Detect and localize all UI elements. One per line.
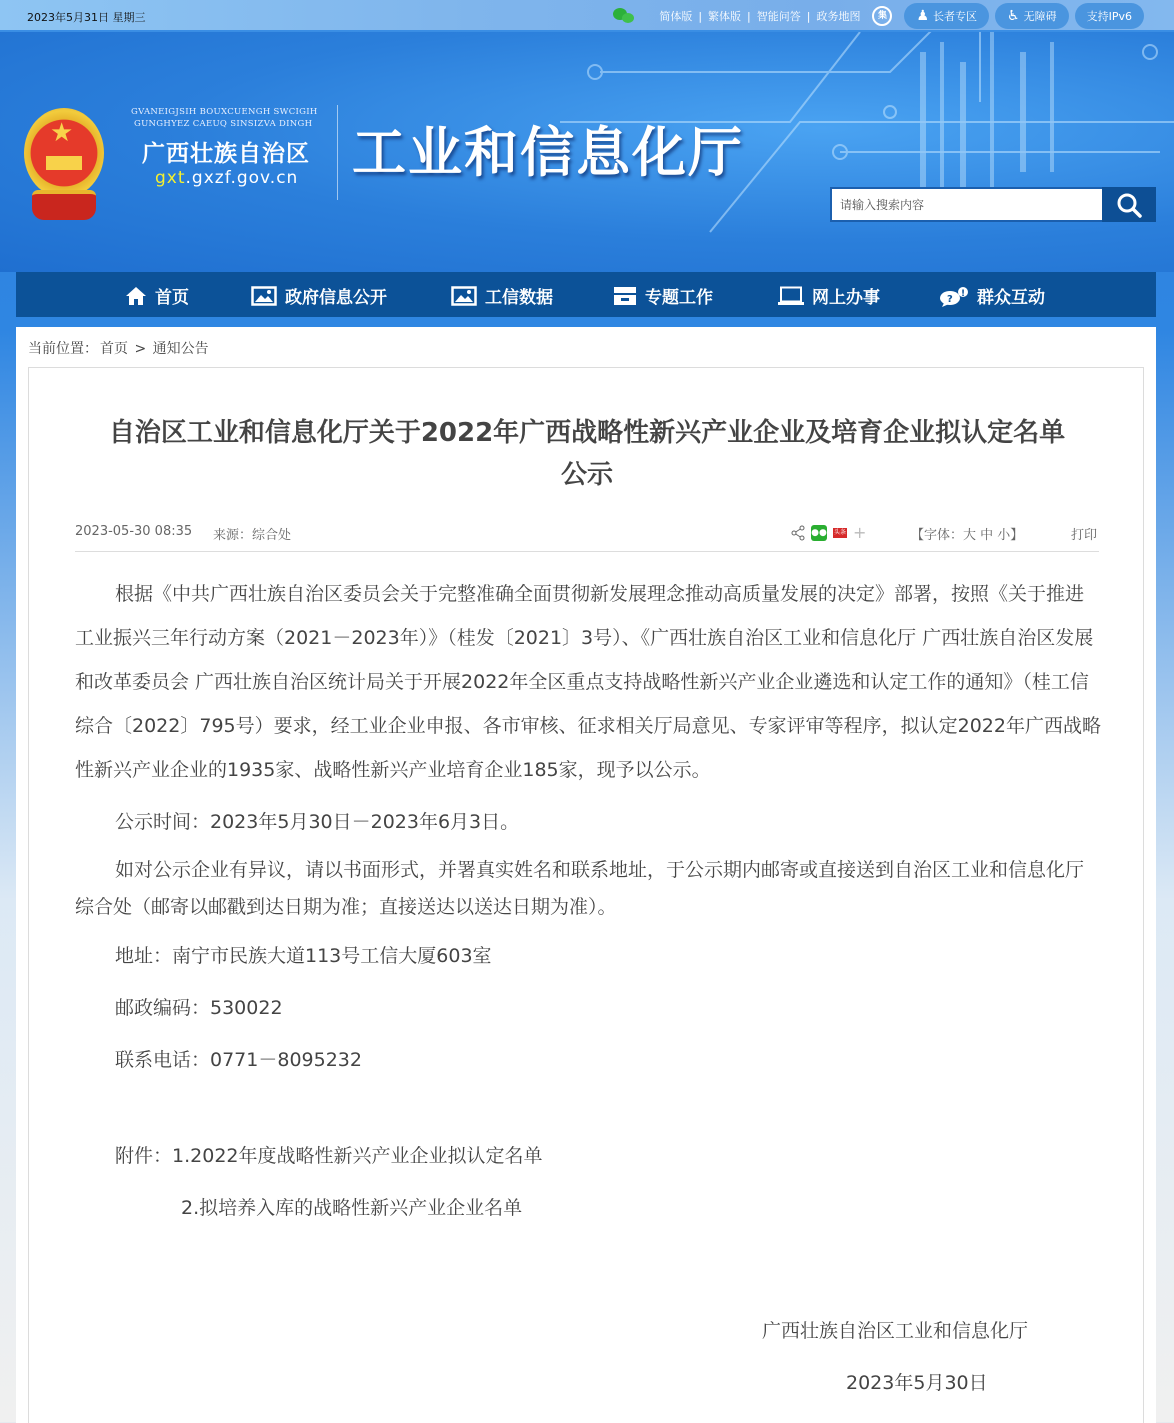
nav-item-it-data[interactable] [451, 283, 553, 308]
paragraph-postcode: 邮政编码：530022 [115, 997, 283, 1019]
signature-org: 广西壮族自治区工业和信息化厅 [762, 1320, 1029, 1342]
elderly-zone-label: 长者专区 [933, 10, 978, 23]
image-icon [451, 286, 477, 306]
search-bar [830, 187, 1156, 222]
wechat-share-icon[interactable]: ●● [811, 525, 827, 541]
more-share-icon[interactable]: + [853, 523, 867, 542]
drawer-icon [613, 286, 637, 306]
article-panel [28, 367, 1144, 1423]
link-simplified[interactable]: 简体版 [659, 10, 693, 23]
print-button[interactable]: 打印 [1071, 528, 1098, 543]
domain-rest: .gxzf.gov.cn [185, 168, 299, 188]
share-bar [791, 523, 866, 542]
svg-text:?: ? [947, 293, 953, 305]
national-emblem-icon: ★ [24, 108, 104, 226]
nav-label: 群众互动 [977, 288, 1045, 308]
department-title: 工业和信息化厅 [352, 120, 744, 184]
nav-label: 首页 [155, 288, 189, 308]
article-title [59, 412, 1115, 496]
ipv6-label: 支持IPv6 [1086, 10, 1132, 23]
breadcrumb-home-link[interactable]: 首页 [100, 341, 128, 357]
home-icon [125, 286, 147, 306]
attachment-link-1[interactable]: 1.2022年度战略性新兴产业企业拟认定名单 [172, 1145, 543, 1167]
article-meta [75, 524, 1099, 552]
search-button[interactable] [1102, 187, 1156, 222]
attachment-link-2[interactable]: 2.拟培养入库的战略性新兴产业企业名单 [181, 1197, 523, 1219]
nav-item-interaction[interactable] [939, 283, 1045, 308]
nav-item-online-service[interactable] [778, 283, 880, 308]
title-line-1: 自治区工业和信息化厅关于2022年广西战略性新兴产业企业及培育企业拟认定名单 [108, 418, 1066, 448]
share-icon[interactable] [791, 525, 805, 541]
region-name: 广西壮族自治区 [142, 141, 310, 167]
top-links [613, 3, 1144, 29]
chat-icon [939, 285, 969, 307]
ipv6-badge[interactable] [1075, 3, 1144, 29]
nav-label: 工信数据 [485, 288, 553, 308]
font-size-controls[interactable]: 【字体：大 中 小】 [911, 528, 1024, 543]
laptop-icon [778, 286, 804, 306]
main-nav [16, 272, 1156, 317]
nav-label: 专题工作 [645, 288, 713, 308]
paragraph-main: 根据《中共广西壮族自治区委员会关于完整准确全面贯彻新发展理念推动高质量发展的决定》部署，按照《关于推进工业振兴三年行动方案（2021－2023年）》（桂发〔2021〕3号）、《广西壮族自治区工业和信息化厅 广西壮族自治区发展和改革委员会 广西壮族自治区统计局关于开展2022年全区重点支持战略性新兴产业企业遴选和认定工作的通知》（桂工信综合〔2022〕795号）要求，经工业企业申报、各市审核、征求相关厅局意见、专家评审等程序，拟认定2022年广西战略性新兴产业企业的1935家、战略性新兴产业培育企业185家，现予以公示。 [75, 583, 1101, 781]
paragraph-period: 公示时间：2023年5月30日－2023年6月3日。 [115, 811, 520, 833]
domain-highlight: gxt [155, 168, 186, 188]
link-gov-map[interactable]: 政务地图 [816, 10, 861, 23]
elderly-zone-button[interactable] [904, 3, 989, 29]
link-traditional[interactable]: 繁体版 [708, 10, 742, 23]
search-input[interactable] [830, 187, 1102, 222]
romanized-line-1: GVANEIGJSIH BOUXCUENGH SWCIGIH [131, 107, 318, 117]
attachment-1 [75, 1134, 1101, 1178]
image-icon [251, 286, 277, 306]
breadcrumb [28, 338, 211, 358]
separator: | [747, 9, 751, 23]
search-icon [1116, 192, 1142, 218]
separator: | [698, 9, 703, 23]
content-area [16, 327, 1156, 1423]
nav-label: 政府信息公开 [285, 288, 387, 308]
attachment-2 [75, 1186, 1101, 1230]
attachment-label: 附件： [115, 1145, 173, 1167]
article-body [75, 572, 1101, 1230]
accessibility-icon: ♿ [1007, 8, 1020, 24]
breadcrumb-prefix: 当前位置： [28, 341, 98, 357]
publish-time: 2023-05-30 08:35 [75, 524, 193, 539]
toutiao-share-icon[interactable]: 头条 [833, 528, 846, 536]
paragraph-objection: 如对公示企业有异议，请以书面形式，并署真实姓名和联系地址，于公示期内邮寄或直接送到自治区工业和信息化厅综合处（邮寄以邮戳到达日期为准；直接送达以送达日期为准）。 [75, 859, 1085, 918]
signature-date: 2023年5月30日 [846, 1372, 988, 1394]
top-bar [0, 0, 1174, 32]
romanized-line-2: GUNGHYEZ CAEUQ SINSIZVA DINGH [134, 119, 313, 129]
elderly-icon: ♟ [916, 8, 930, 24]
romanized-name [131, 106, 318, 130]
separator: | [806, 9, 811, 23]
accessibility-button[interactable] [995, 3, 1069, 29]
gov-service-badge-icon[interactable]: 集 [872, 6, 892, 26]
nav-underline [16, 317, 1156, 327]
nav-item-special-work[interactable] [613, 283, 713, 308]
accessibility-label: 无障碍 [1023, 10, 1057, 23]
nav-item-gov-info[interactable] [251, 283, 387, 308]
nav-item-home[interactable] [125, 283, 189, 308]
svg-text:!: ! [961, 288, 966, 299]
header-divider [337, 105, 338, 200]
paragraph-phone: 联系电话：0771－8095232 [115, 1049, 362, 1071]
breadcrumb-arrow: > [134, 341, 147, 357]
wechat-icon[interactable] [613, 8, 635, 24]
current-date: 2023年5月31日 星期三 [27, 11, 146, 24]
link-smart-qa[interactable]: 智能问答 [756, 10, 801, 23]
nav-label: 网上办事 [812, 288, 880, 308]
breadcrumb-current-link[interactable]: 通知公告 [152, 341, 209, 357]
paragraph-address: 地址：南宁市民族大道113号工信大厦603室 [115, 945, 492, 967]
title-line-2: 公示 [560, 460, 613, 490]
site-domain[interactable] [155, 168, 298, 188]
article-source: 来源：综合处 [213, 528, 292, 543]
